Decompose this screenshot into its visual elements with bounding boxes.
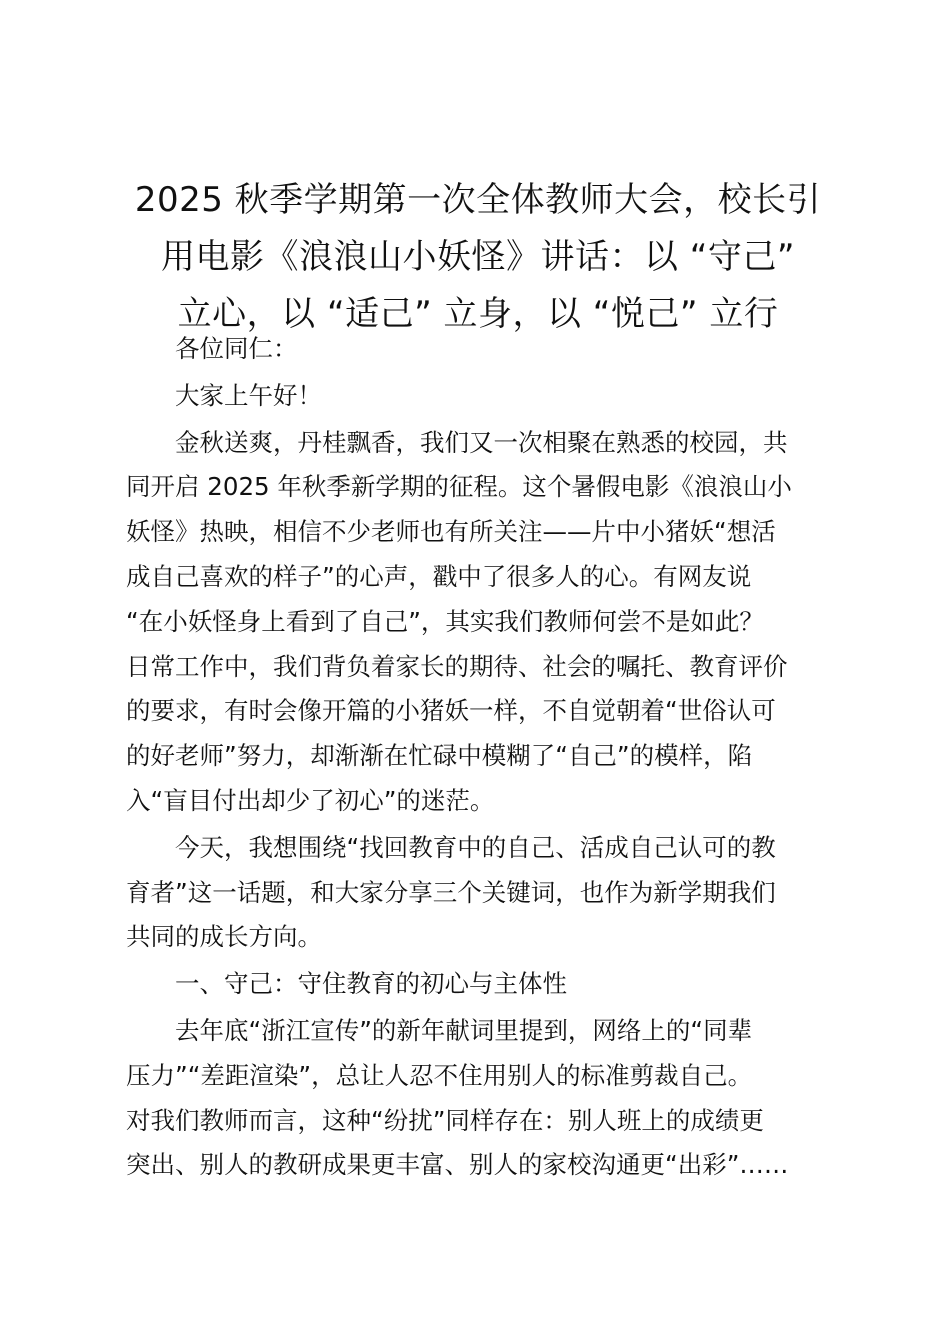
- document-title: [120, 172, 836, 343]
- text-line: 大家上午好！: [175, 380, 322, 410]
- title-line: 2025 秋季学期第一次全体教师大会，校长引: [134, 180, 822, 220]
- text-line: 入“盲目付出却少了初心”的迷茫。: [126, 785, 495, 815]
- text-line: 成自己喜欢的样子”的心声，戳中了很多人的心。有网友说: [126, 561, 752, 591]
- title-line: 立心，以 “适己” 立身，以 “悦己” 立行: [177, 294, 779, 334]
- text-line: 的要求，有时会像开篇的小猪妖一样，不自觉朝着“世俗认可: [126, 696, 776, 726]
- document-body: [126, 327, 834, 1188]
- body-paragraph: [126, 826, 834, 960]
- text-line: 同开启 2025 年秋季新学期的征程。这个暑假电影《浪浪山小: [126, 472, 792, 502]
- greeting-paragraph: [126, 374, 834, 419]
- text-line: 的好老师”努力，却渐渐在忙碌中模糊了“自己”的模样，陷: [126, 741, 753, 771]
- body-paragraph: [126, 421, 834, 824]
- title-line: 用电影《浪浪山小妖怪》讲话：以 “守己”: [160, 237, 796, 277]
- section-heading: [126, 962, 834, 1007]
- text-line: 今天，我想围绕“找回教育中的自己、活成自己认可的教: [175, 832, 776, 862]
- text-line: 金秋送爽，丹桂飘香，我们又一次相聚在熟悉的校园，共: [175, 427, 788, 457]
- text-line: 共同的成长方向。: [126, 922, 322, 952]
- text-line: 各位同仁：: [175, 334, 298, 363]
- text-line: 日常工作中，我们背负着家长的期待、社会的嘱托、教育评价: [126, 651, 788, 681]
- text-line: 突出、别人的教研成果更丰富、别人的家校沟通更“出彩”……: [126, 1150, 789, 1180]
- text-line: 去年底“浙江宣传”的新年献词里提到，网络上的“同辈: [175, 1015, 753, 1045]
- text-line: “在小妖怪身上看到了自己”，其实我们教师何尝不是如此？: [126, 606, 764, 636]
- text-line: 育者”这一话题，和大家分享三个关键词，也作为新学期我们: [126, 877, 776, 907]
- body-paragraph: [126, 1009, 834, 1188]
- text-line: 妖怪》热映，相信不少老师也有所关注——片中小猪妖“想活: [126, 517, 776, 547]
- text-line: 压力”“差距渲染”，总让人忍不住用别人的标准剪裁自己。: [126, 1060, 753, 1090]
- salutation-paragraph: [126, 327, 834, 372]
- text-line: 对我们教师而言，这种“纷扰”同样存在：别人班上的成绩更: [126, 1105, 764, 1135]
- text-line: 一、守己：守住教育的初心与主体性: [175, 969, 567, 999]
